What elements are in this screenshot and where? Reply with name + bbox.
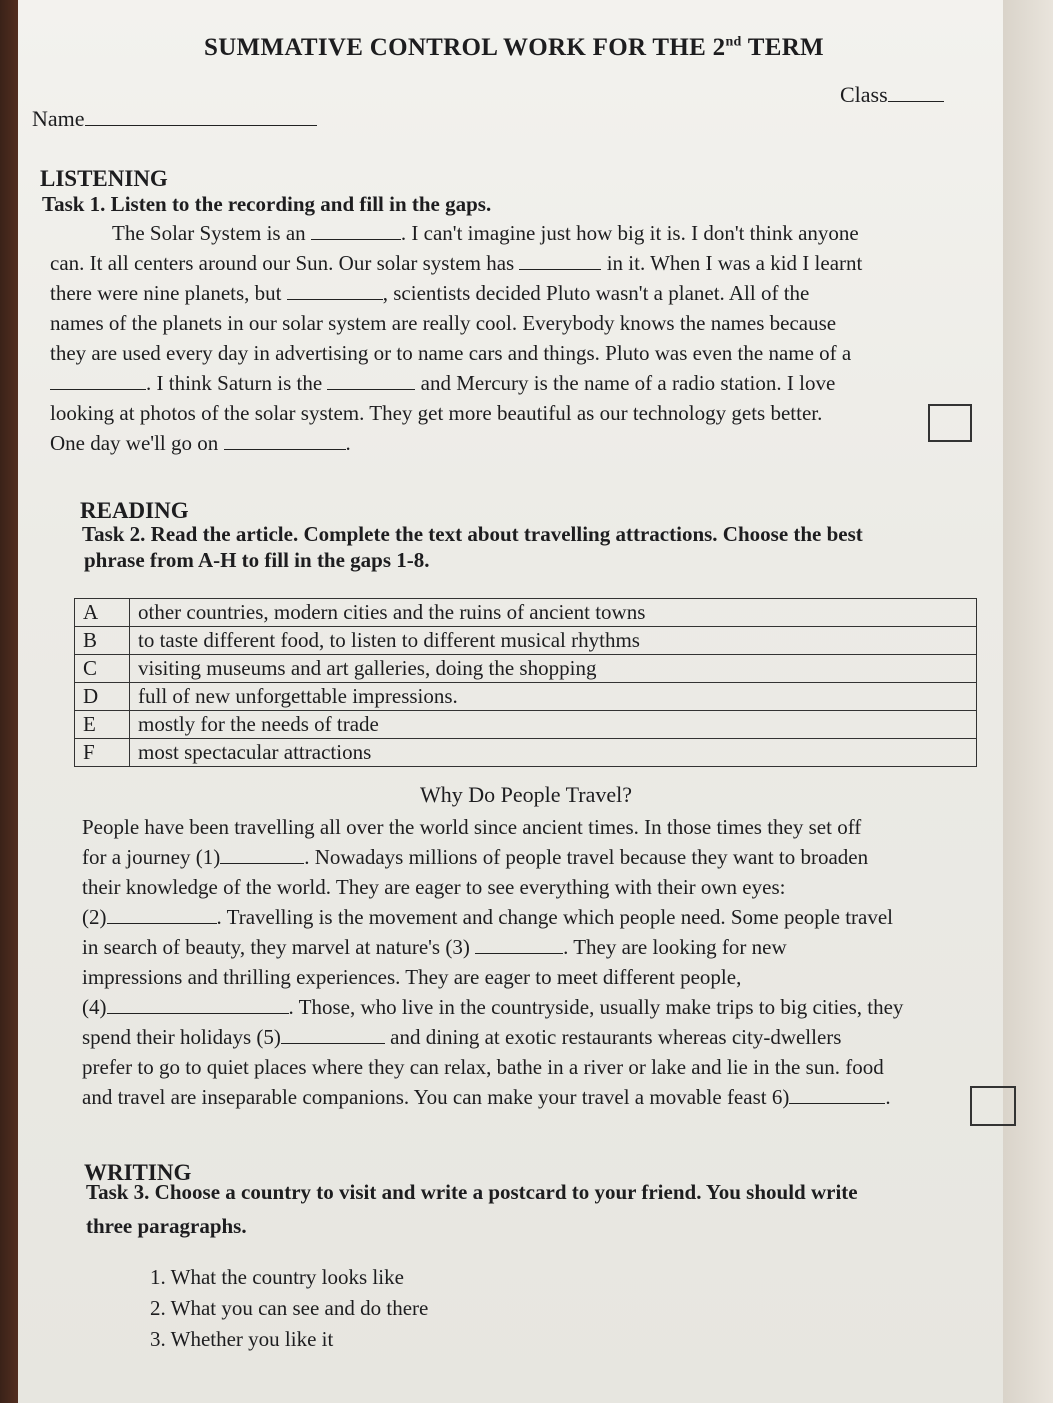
option-letter: E [75,711,130,739]
title-superscript: nd [725,34,742,50]
listening-line-6 [50,368,862,398]
article-line-6 [82,962,903,992]
name-label: Name [32,106,85,131]
gap-blank[interactable] [519,251,601,270]
article-line-4 [82,902,903,932]
name-field[interactable] [32,106,317,132]
writing-points [150,1262,428,1355]
listening-line-2 [50,248,862,278]
listening-text: in it. When I was a kid I learnt [606,251,863,275]
listening-text: can. It all centers around our Sun. Our solar system has [50,251,515,275]
class-field[interactable] [840,82,944,108]
gap-blank[interactable] [50,371,146,390]
article-text: prefer to go to quiet places where they can relax, bathe in a river or lake and lie in the sun. food [82,1055,884,1079]
article-text: and dining at exotic restaurants whereas city-dwellers [390,1025,842,1049]
class-blank[interactable] [888,83,944,102]
listening-line-5 [50,338,862,368]
score-box-reading[interactable] [970,1086,1016,1126]
listening-line-7 [50,398,862,428]
title-text: SUMMATIVE CONTROL WORK FOR THE 2 [204,34,726,61]
option-row[interactable] [75,711,977,739]
writing-point: 2. What you can see and do there [150,1296,429,1320]
article-text: . They are looking for new [563,935,787,959]
listening-line-1 [50,218,862,248]
listening-text: names of the planets in our solar system are really cool. Everybody knows the names because [50,311,837,335]
option-row[interactable] [75,599,977,627]
option-letter: D [75,683,130,711]
listening-text: and Mercury is the name of a radio station. I love [420,371,836,395]
title-end: TERM [741,34,824,61]
article-text: (4) [82,995,107,1019]
listening-text: looking at photos of the solar system. They get more beautiful as our technology gets better. [50,401,823,425]
listening-text: there were nine planets, but [50,281,282,305]
listening-text: , scientists decided Pluto wasn't a planet. All of the [382,281,810,305]
gap-blank[interactable] [224,431,346,450]
listening-line-4 [50,308,862,338]
gap-blank-1[interactable] [220,845,304,864]
article-text: People have been travelling all over the world since ancient times. In those times they set off [82,815,862,839]
listening-paragraph [50,218,862,458]
option-letter: B [75,627,130,655]
article-title: Why Do People Travel? [420,782,633,807]
listening-text: . I think Saturn is the [146,371,323,395]
article-text: . Travelling is the movement and change which people need. Some people travel [216,905,893,929]
article-text: . Nowadays millions of people travel because they want to broaden [304,845,869,869]
option-text: other countries, modern cities and the ruins of ancient towns [130,599,977,627]
listening-text: they are used every day in advertising or to name cars and things. Pluto was even the name of a [50,341,852,365]
option-text: visiting museums and art galleries, doing the shopping [130,655,977,683]
gap-blank-2[interactable] [107,905,217,924]
options-table [74,598,977,767]
writing-point: 1. What the country looks like [150,1265,404,1289]
class-label: Class [840,82,888,107]
listening-heading: LISTENING [40,166,168,191]
article-line-7 [82,992,903,1022]
gap-blank-3[interactable] [475,935,563,954]
task2-instruction-line2: phrase from A-H to fill in the gaps 1-8. [84,548,430,572]
article-paragraph [82,812,903,1112]
article-line-8 [82,1022,903,1052]
gap-blank-5[interactable] [281,1025,385,1044]
gap-blank-4[interactable] [107,995,289,1014]
option-text: full of new unforgettable impressions. [130,683,977,711]
article-text: spend their holidays (5) [82,1025,281,1049]
writing-heading: WRITING [84,1160,192,1185]
listening-line-8 [50,428,862,458]
score-box-listening[interactable] [928,404,972,442]
article-text: in search of beauty, they marvel at nature's (3) [82,935,470,959]
name-blank[interactable] [85,107,317,126]
gap-blank-6[interactable] [789,1085,885,1104]
article-line-2 [82,842,903,872]
article-text: . Those, who live in the countryside, usually make trips to big cities, they [288,995,904,1019]
option-row[interactable] [75,739,977,767]
option-letter: A [75,599,130,627]
reading-heading: READING [80,498,189,523]
task2-instruction-line1: Task 2. Read the article. Complete the text about travelling attractions. Choose the best [82,522,863,546]
article-text: (2) [82,905,107,929]
option-text: mostly for the needs of trade [130,711,977,739]
article-line-10 [82,1082,903,1112]
option-row[interactable] [75,683,977,711]
task1-instruction: Task 1. Listen to the recording and fill in the gaps. [42,192,492,216]
option-letter: C [75,655,130,683]
listening-line-3 [50,278,862,308]
article-line-3 [82,872,903,902]
article-text: their knowledge of the world. They are eager to see everything with their own eyes: [82,875,786,899]
listening-text: The Solar System is an [112,221,306,245]
listening-text: One day we'll go on [50,431,219,455]
listening-text: . [345,431,351,455]
article-line-1 [82,812,903,842]
option-letter: F [75,739,130,767]
article-text: impressions and thrilling experiences. They are eager to meet different people, [82,965,742,989]
gap-blank[interactable] [287,281,383,300]
writing-point: 3. Whether you like it [150,1327,334,1351]
article-line-5 [82,932,903,962]
worksheet-paper [18,0,1003,1403]
listening-text: . I can't imagine just how big it is. I don't think anyone [400,221,859,245]
gap-blank[interactable] [327,371,415,390]
article-text: for a journey (1) [82,845,221,869]
option-text: to taste different food, to listen to different musical rhythms [130,627,977,655]
task3-instruction-line1: Task 3. Choose a country to visit and write a postcard to your friend. You should write [86,1180,858,1204]
option-row[interactable] [75,655,977,683]
option-text: most spectacular attractions [130,739,977,767]
task3-instruction-line2: three paragraphs. [86,1214,247,1238]
article-line-9 [82,1052,903,1082]
gap-blank[interactable] [311,221,401,240]
article-text: . [885,1085,891,1109]
article-text: and travel are inseparable companions. You can make your travel a movable feast 6) [82,1085,790,1109]
page-title [204,34,824,62]
option-row[interactable] [75,627,977,655]
